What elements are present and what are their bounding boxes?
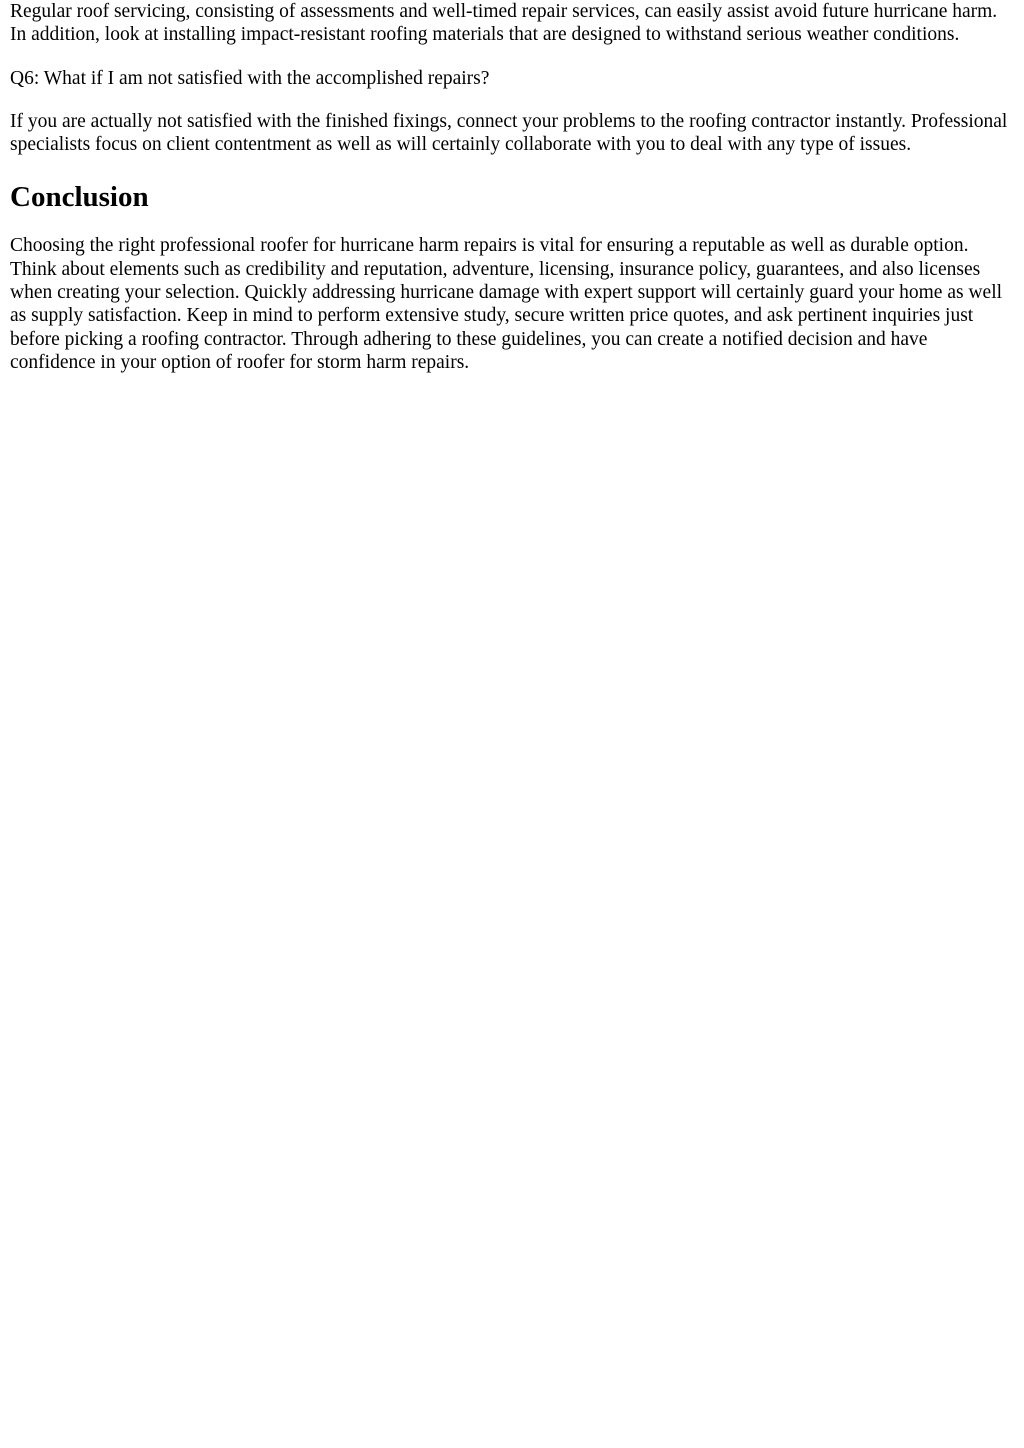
paragraph-maintenance: Regular roof servicing, consisting of assessments and well-timed repair services, can easily assist avoid future hurricane harm. In addition, look at installing impact-resistant roofing materials that are designed to withstand serious weather conditions. — [10, 1, 998, 46]
conclusion-paragraph: Choosing the right professional roofer for hurricane harm repairs is vital for ensuring a reputable as well as durable option. Think about elements such as credibility and reputation, adventure, licensing, insurance policy, guarantees, and also licenses when creating your selection. Quickly addressing hurricane damage with expert support will certainly guard your home as well as supply satisfaction. Keep in mind to perform extensive study, secure written price quotes, and ask pertinent inquiries just before picking a roofing contractor. Through adhering to these guidelines, you can create a notified decision and have confidence in your option of roofer for storm harm repairs. — [10, 235, 1003, 373]
faq-question-q6: Q6: What if I am not satisfied with the accomplished repairs? — [10, 67, 490, 89]
faq-answer-q6: If you are actually not satisfied with the finished fixings, connect your problems to the roofing contractor instantly. Professional specialists focus on client contentment as well as will certainly collaborate with you to deal with any type of issues. — [10, 110, 1008, 156]
conclusion-heading: Conclusion — [10, 181, 149, 214]
article-body — [0, 0, 1024, 374]
